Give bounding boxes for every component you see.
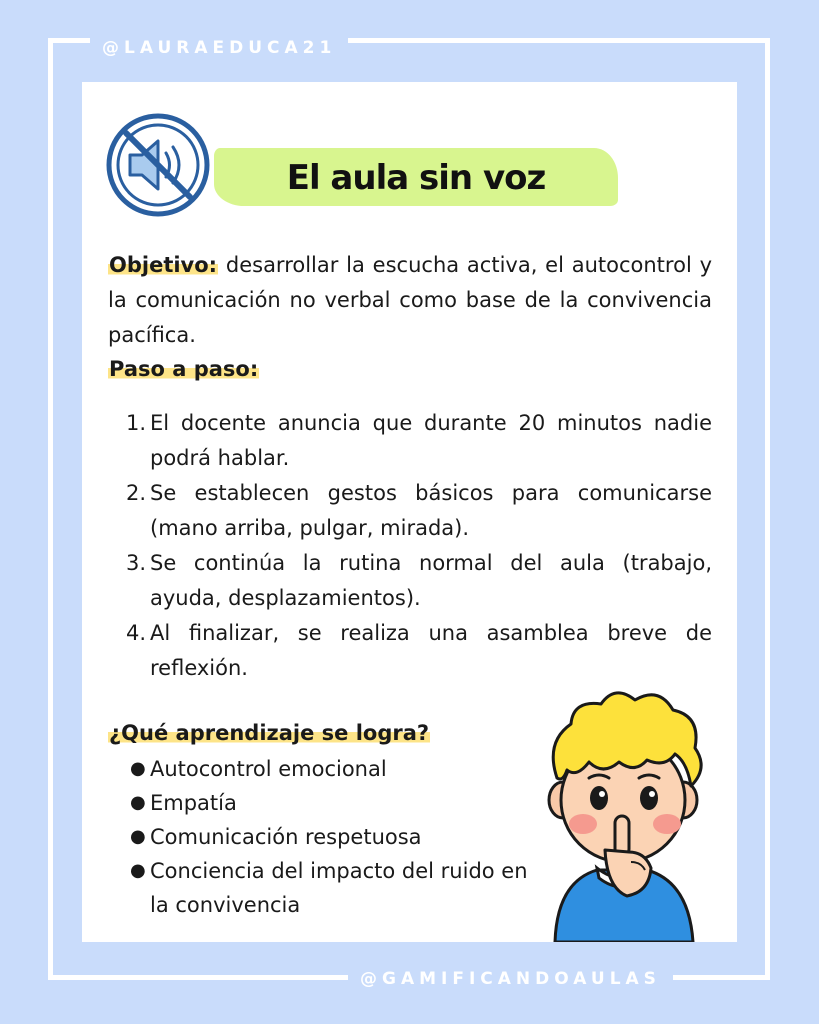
shushing-child-illustration bbox=[527, 682, 717, 942]
bullet-icon: ● bbox=[130, 826, 146, 847]
step-number: 2. bbox=[126, 481, 147, 505]
learning-item-text: Conciencia del impacto del ruido en la convivencia bbox=[150, 859, 528, 917]
step-item bbox=[126, 406, 712, 476]
learning-heading bbox=[108, 716, 430, 751]
objective-label: Objetivo: bbox=[109, 253, 218, 277]
list-item bbox=[130, 752, 550, 786]
learning-list bbox=[130, 752, 550, 922]
step-item bbox=[126, 616, 712, 686]
page-title: El aula sin voz bbox=[286, 158, 546, 198]
author-handle-bottom: @GAMIFICANDOAULAS bbox=[348, 968, 673, 990]
step-item bbox=[126, 476, 712, 546]
step-number: 1. bbox=[126, 411, 147, 435]
step-text: Se continúa la rutina normal del aula (trabajo, ayuda, desplazamientos). bbox=[150, 551, 712, 610]
list-item bbox=[130, 854, 550, 922]
bullet-icon: ● bbox=[130, 860, 146, 881]
learning-label: ¿Qué aprendizaje se logra? bbox=[109, 721, 430, 745]
steps-label: Paso a paso: bbox=[109, 357, 259, 381]
learning-item-text: Empatía bbox=[150, 791, 237, 815]
list-item bbox=[130, 786, 550, 820]
bullet-icon: ● bbox=[130, 758, 146, 779]
step-number: 3. bbox=[126, 551, 147, 575]
list-item bbox=[130, 820, 550, 854]
learning-item-text: Autocontrol emocional bbox=[150, 757, 387, 781]
step-item bbox=[126, 546, 712, 616]
steps-list bbox=[126, 406, 712, 686]
bullet-icon: ● bbox=[130, 792, 146, 813]
step-number: 4. bbox=[126, 621, 147, 645]
step-text: Al finalizar, se realiza una asamblea breve de reflexión. bbox=[150, 621, 712, 680]
learning-item-text: Comunicación respetuosa bbox=[150, 825, 422, 849]
objective-paragraph bbox=[108, 248, 712, 353]
step-text: El docente anuncia que durante 20 minutos nadie podrá hablar. bbox=[150, 411, 712, 470]
steps-heading bbox=[108, 352, 259, 387]
step-text: Se establecen gestos básicos para comunicarse (mano arriba, pulgar, mirada). bbox=[150, 481, 712, 540]
objective-text: desarrollar la escucha activa, el autocontrol y la comunicación no verbal como base de la convivencia pacífica. bbox=[108, 253, 712, 347]
muted-speaker-icon bbox=[104, 111, 212, 219]
author-handle-top: @LAURAEDUCA21 bbox=[90, 37, 348, 59]
